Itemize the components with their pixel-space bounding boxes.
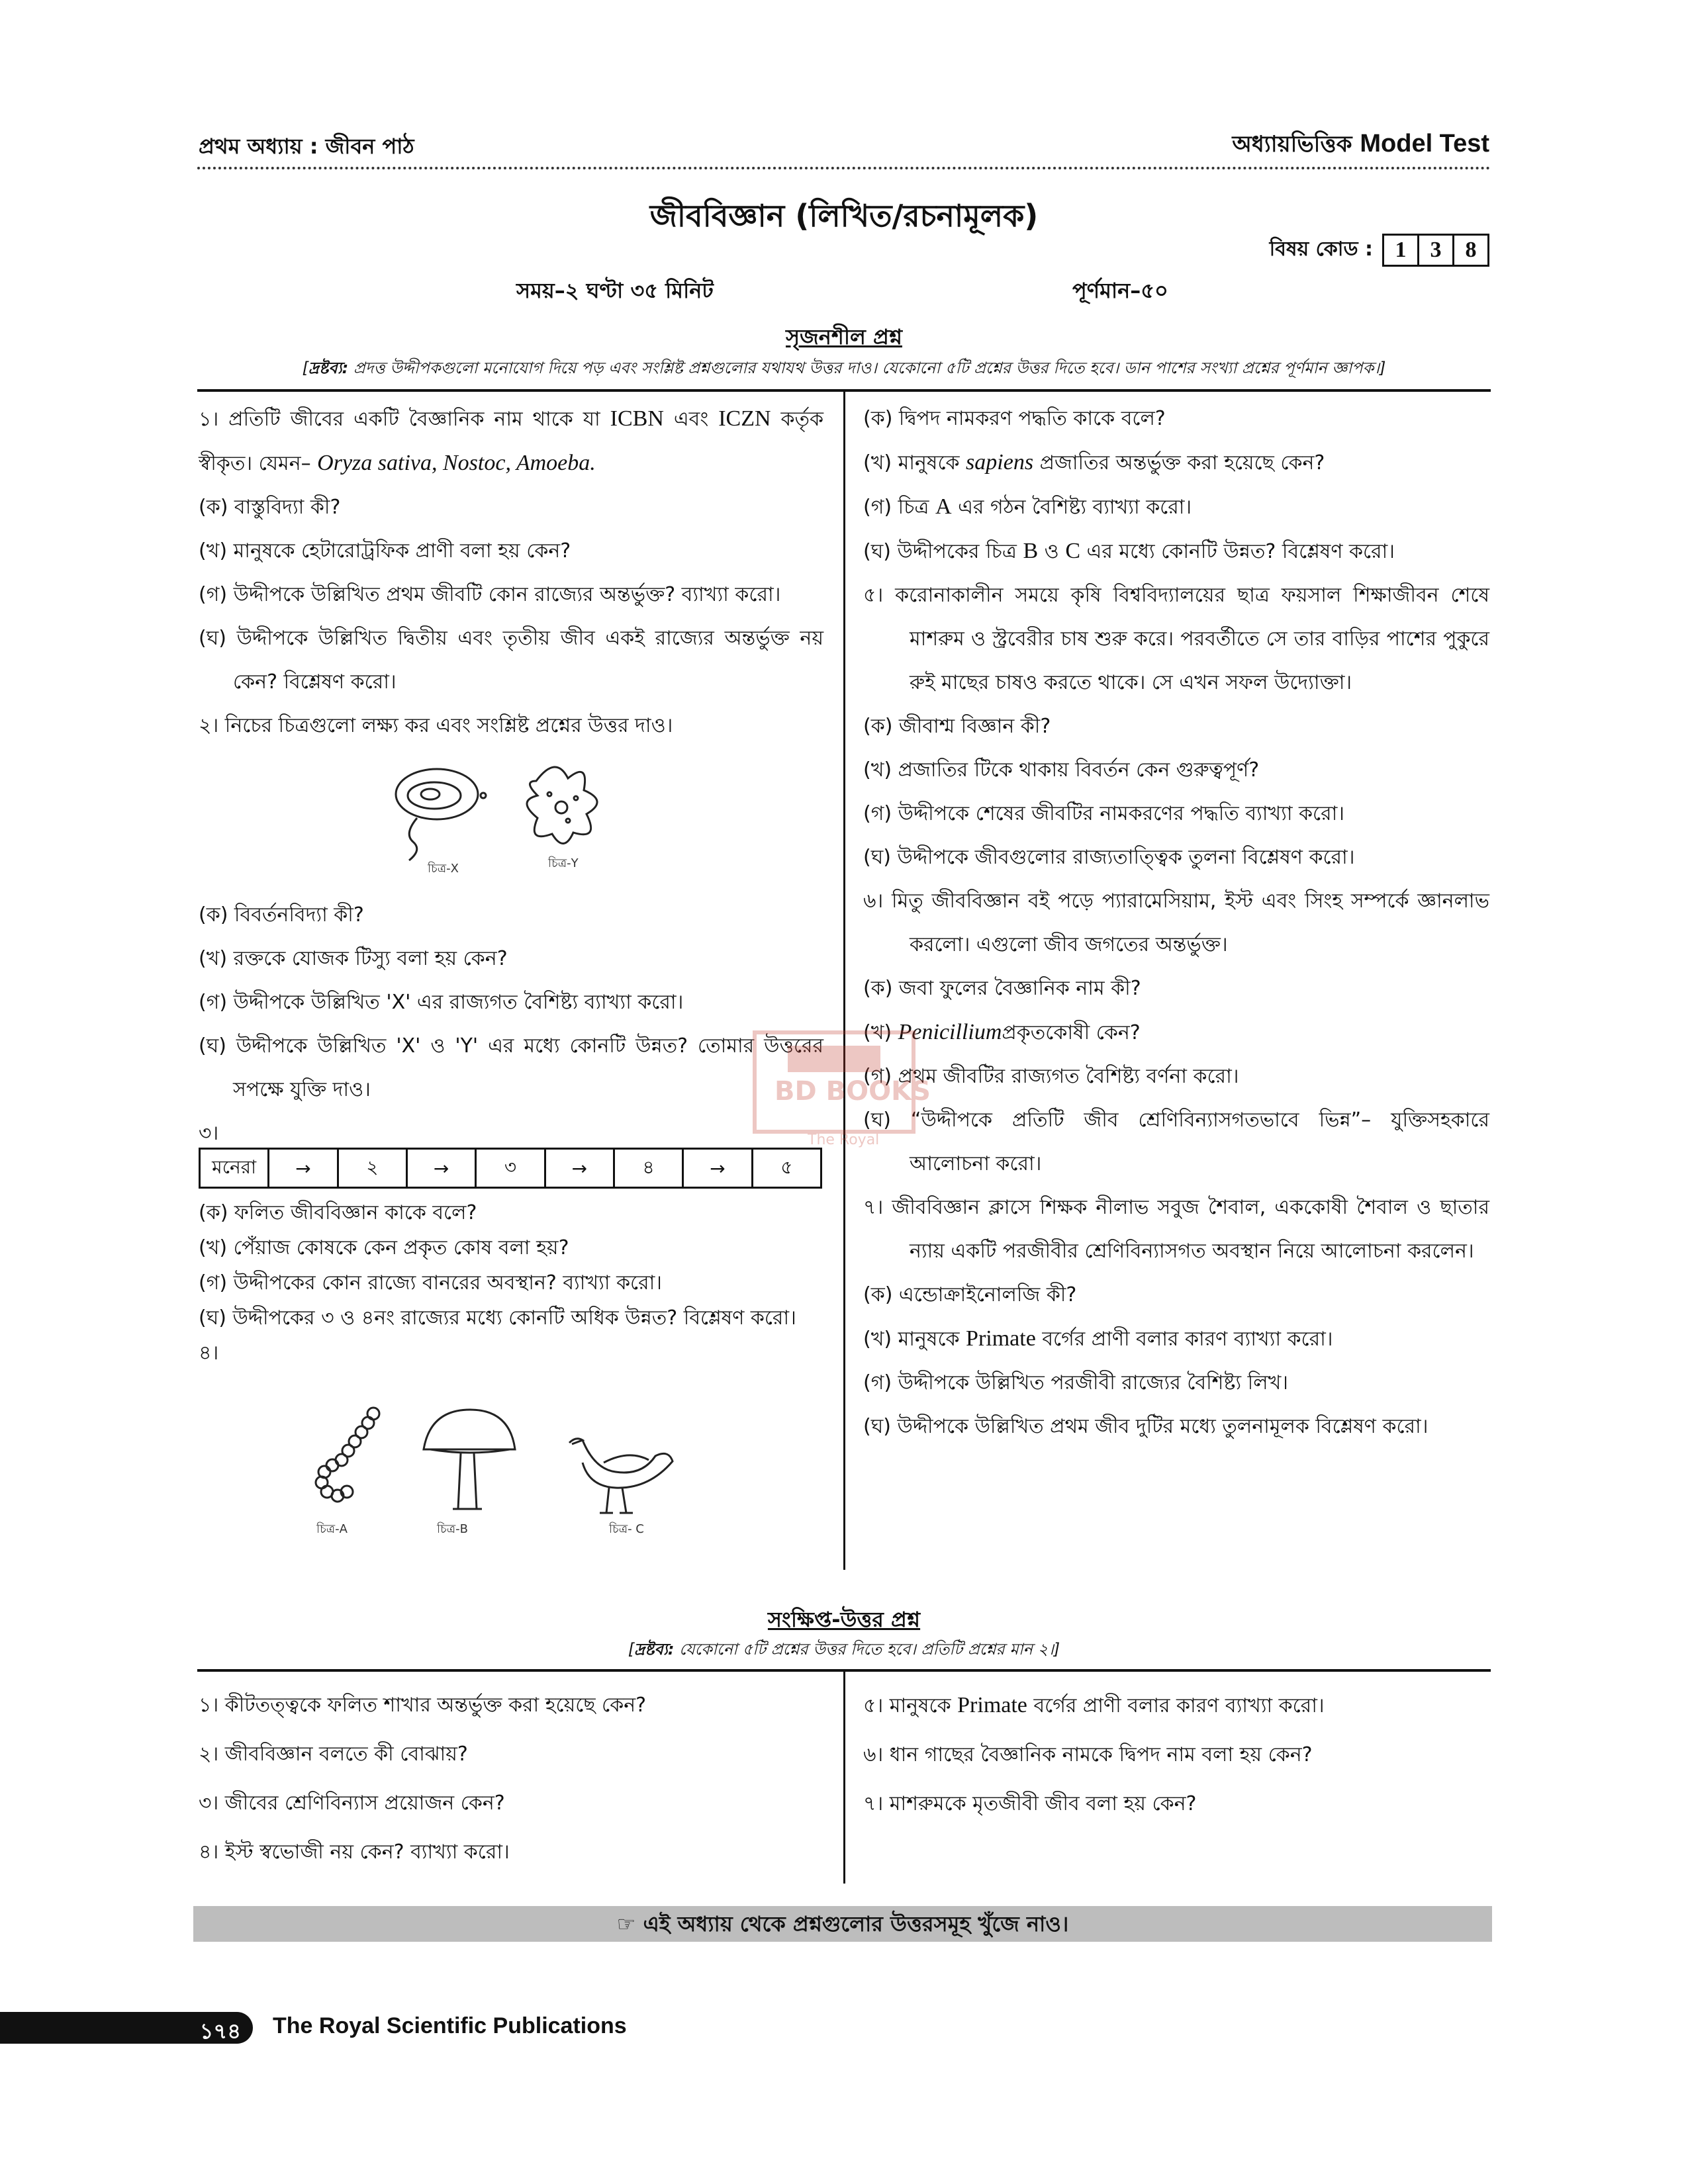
short-note-label: দ্রষ্টব্য: <box>634 1640 675 1659</box>
short-q1: ১। কীটতত্ত্বকে ফলিত শাখার অন্তর্ভুক্ত করা হয়েছে কেন? <box>199 1694 647 1717</box>
figure-x-euglena <box>396 769 486 860</box>
q1-stem: ১। প্রতিটি জীবের একটি বৈজ্ঞানিক নাম থাকে যা ICBN এবং ICZN কর্তৃক স্বীকৃত। যেমন– Oryza sativa, Nostoc, Amoeba. <box>199 406 823 475</box>
header-divider <box>197 167 1491 169</box>
short-q7: ৭। মাশরুমকে মৃতজীবী জীব বলা হয় কেন? <box>863 1792 1197 1815</box>
model-test-header <box>1232 127 1489 165</box>
page-title: জীববিজ্ঞান (লিখিত/রচনামূলক) <box>649 198 1039 234</box>
q3-number: ৩। <box>199 1122 219 1145</box>
watermark-band <box>788 1046 880 1072</box>
figure-y-amoeba <box>527 767 597 844</box>
short-right-column <box>863 1681 1489 1829</box>
creative-note: [দ্রষ্টব্য: প্রদত্ত উদ্দীপকগুলো মনোযোগ দিয়ে পড় এবং সংশ্লিষ্ট প্রশ্নগুলোর যথাযথ উত্তর দাও। যেকোনো ৫টি প্রশ্নের উত্তর দিতে হবে। ডান পাশের সংখ্যা প্রশ্নের পূর্ণমান জ্ঞাপক।] <box>302 359 1386 377</box>
note-label: দ্রষ্টব্য: <box>308 359 349 377</box>
q6-c: (গ) প্রথম জীবটির রাজ্যগত বৈশিষ্ট্য বর্ণনা করো। <box>863 1065 1239 1088</box>
figure-c-bird <box>569 1439 673 1513</box>
q2-q3-block <box>199 893 823 1156</box>
q6-a: (ক) জবা ফুলের বৈজ্ঞানিক নাম কী? <box>863 977 1141 1000</box>
q2-d: (ঘ) উদ্দীপকে উল্লিখিত 'X' ও 'Y' এর মধ্যে কোনটি উন্নত? তোমার উত্তরের সপক্ষে যুক্তি দাও। <box>199 1034 823 1101</box>
q1-c: (গ) উদ্দীপকে উল্লিখিত প্রথম জীবটি কোন রাজ্যের অন্তর্ভুক্ত? ব্যাখ্যা করো। <box>199 583 781 606</box>
q2-stem: ২। নিচের চিত্রগুলো লক্ষ্য কর এবং সংশ্লিষ্ট প্রশ্নের উত্তর দাও। <box>199 714 673 737</box>
full-marks: পূর্ণমান–৫০ <box>1072 278 1168 303</box>
q3-flow <box>199 1148 822 1189</box>
note-text: প্রদত্ত উদ্দীপকগুলো মনোযোগ দিয়ে পড় এবং সংশ্লিষ্ট প্রশ্নগুলোর যথাযথ উত্তর দাও। যেকোনো ৫টি প্রশ্নের উত্তর দিতে হবে। ডান পাশের সংখ্যা প্রশ্নের পূর্ণমান জ্ঞাপক। <box>353 359 1380 377</box>
figure-a-nostoc <box>316 1408 379 1502</box>
flow-cell: ৪ <box>615 1150 684 1187</box>
q7-d: (ঘ) উদ্দীপকে উল্লিখিত প্রথম জীব দুটির মধ্যে তুলনামূলক বিশ্লেষণ করো। <box>863 1415 1429 1438</box>
q1-a: (ক) বাস্তুবিদ্যা কী? <box>199 496 341 519</box>
watermark-brand: BD BOOKS <box>774 1076 931 1107</box>
flow-arrow: → <box>269 1150 338 1187</box>
q5-a: (ক) জীবাশ্ম বিজ্ঞান কী? <box>863 715 1051 738</box>
subject-code-digit: 3 <box>1419 236 1454 265</box>
q2-b: (খ) রক্তকে যোজক টিস্যু বলা হয় কেন? <box>199 947 508 970</box>
q7-a: (ক) এন্ডোক্রাইনোলজি কী? <box>863 1283 1077 1306</box>
flow-arrow: → <box>546 1150 615 1187</box>
flow-cell: মনেরা <box>201 1150 269 1187</box>
chapter-header: প্রথম অধ্যায় : জীবন পাঠ <box>199 134 414 159</box>
q2-a: (ক) বিবর্তনবিদ্যা কী? <box>199 903 364 927</box>
fig-b-caption: চিত্র-B <box>437 1522 468 1536</box>
q5-c: (গ) উদ্দীপকে শেষের জীবটির নামকরণের পদ্ধতি ব্যাখ্যা করো। <box>863 802 1345 825</box>
q4-b: (খ) মানুষকে sapiens প্রজাতির অন্তর্ভুক্ত করা হয়েছে কেন? <box>863 450 1325 475</box>
creative-left-column <box>199 397 823 748</box>
flow-arrow: → <box>408 1150 477 1187</box>
q3-d: (ঘ) উদ্দীপকের ৩ ও ৪নং রাজ্যের মধ্যে কোনটি অধিক উন্নত? বিশ্লেষণ করো। <box>199 1306 796 1330</box>
model-test-header-en: Model Test <box>1360 130 1489 158</box>
flow-cell: ২ <box>339 1150 408 1187</box>
short-q2: ২। জীববিজ্ঞান বলতে কী বোঝায়? <box>199 1743 468 1766</box>
flow-cell: ৫ <box>780 1156 793 1178</box>
short-heading: সংক্ষিপ্ত-উত্তর প্রশ্ন <box>767 1607 921 1632</box>
creative-heading: সৃজনশীল প্রশ্ন <box>786 324 902 349</box>
page-number-badge <box>0 2012 253 2044</box>
q2-figures <box>391 754 649 880</box>
q3-a: (ক) ফলিত জীববিজ্ঞান কাকে বলে? <box>199 1201 477 1224</box>
fig-x-caption: চিত্র-X <box>428 862 459 876</box>
q4-c: (গ) চিত্র A এর গঠন বৈশিষ্ট্য ব্যাখ্যা করো। <box>863 494 1192 519</box>
short-q4: ৪। ইস্ট স্বভোজী নয় কেন? ব্যাখ্যা করো। <box>199 1841 510 1864</box>
publisher-name: The Royal Scientific Publications <box>273 2013 627 2038</box>
short-note: [দ্রষ্টব্য: যেকোনো ৫টি প্রশ্নের উত্তর দিতে হবে। প্রতিটি প্রশ্নের মান ২।] <box>628 1640 1060 1659</box>
creative-column-divider <box>843 392 845 1570</box>
q1-b: (খ) মানুষকে হেটারোট্রফিক প্রাণী বলা হয় কেন? <box>199 539 571 563</box>
model-test-header-bn: অধ্যায়ভিত্তিক <box>1232 131 1352 158</box>
fig-a-caption: চিত্র-A <box>316 1522 348 1536</box>
figure-b-mushroom <box>424 1410 515 1509</box>
q3-q4-block <box>199 1195 823 1371</box>
subject-code-label: বিষয় কোড : <box>1269 238 1373 261</box>
q3-b: (খ) পেঁয়াজ কোষকে কেন প্রকৃত কোষ বলা হয়? <box>199 1236 569 1259</box>
kingdom-flow-table <box>199 1148 822 1189</box>
q6-b: (খ) Penicilliumপ্রকৃতকোষী কেন? <box>863 1020 1141 1044</box>
q5-d: (ঘ) উদ্দীপকে জীবগুলোর রাজ্যতাত্ত্বিক তুলনা বিশ্লেষণ করো। <box>863 846 1355 869</box>
page-number: ১৭৪ <box>199 2019 241 2044</box>
short-q5: ৫। মানুষকে Primate বর্গের প্রাণী বলার কারণ ব্যাখ্যা করো। <box>863 1693 1325 1717</box>
subject-code-digit: 1 <box>1384 236 1419 265</box>
short-note-text: যেকোনো ৫টি প্রশ্নের উত্তর দিতে হবে। প্রতিটি প্রশ্নের মান ২। <box>679 1640 1054 1659</box>
bd-books-watermark <box>735 1019 933 1165</box>
q4-figures <box>305 1403 675 1535</box>
answers-banner: ☞ এই অধ্যায় থেকে প্রশ্নগুলোর উত্তরসমূহ খুঁজে নাও। <box>193 1906 1492 1942</box>
q4-number: ৪। <box>199 1342 219 1365</box>
subject-code <box>1270 233 1489 267</box>
q1-d: (ঘ) উদ্দীপকে উল্লিখিত দ্বিতীয় এবং তৃতীয় জীব একই রাজ্যের অন্তর্ভুক্ত নয় কেন? বিশ্লেষণ করো। <box>199 627 823 694</box>
short-column-divider <box>843 1672 845 1884</box>
q7-stem: ৭। জীববিজ্ঞান ক্লাসে শিক্ষক নীলাভ সবুজ শৈবাল, এককোষী শৈবাল ও ছাতার ন্যায় একটি পরজীবীর শ্রেণিবিন্যাসগত অবস্থান নিয়ে আলোচনা করলেন। <box>863 1196 1489 1263</box>
flow-arrow: → <box>684 1150 753 1187</box>
q5-b: (খ) প্রজাতির টিকে থাকায় বিবর্তন কেন গুরুত্বপূর্ণ? <box>863 758 1260 782</box>
flow-cell: ৩ <box>477 1150 545 1187</box>
q4-d: (ঘ) উদ্দীপকের চিত্র B ও C এর মধ্যে কোনটি উন্নত? বিশ্লেষণ করো। <box>863 539 1395 563</box>
q7-b: (খ) মানুষকে Primate বর্গের প্রাণী বলার কারণ ব্যাখ্যা করো। <box>863 1326 1333 1351</box>
exam-time: সময়–২ ঘণ্টা ৩৫ মিনিট <box>516 278 714 303</box>
q3-c: (গ) উদ্দীপকের কোন রাজ্যে বানরের অবস্থান? ব্যাখ্যা করো। <box>199 1271 663 1295</box>
short-q6: ৬। ধান গাছের বৈজ্ঞানিক নামকে দ্বিপদ নাম বলা হয় কেন? <box>863 1743 1313 1766</box>
q6-d: (ঘ) “উদ্দীপকে প্রতিটি জীব শ্রেণিবিন্যাসগতভাবে ভিন্ন”– যুক্তিসহকারে আলোচনা করো। <box>863 1109 1489 1175</box>
subject-code-boxes <box>1382 234 1489 267</box>
short-left-column <box>199 1681 823 1877</box>
q6-stem: ৬। মিতু জীববিজ্ঞান বই পড়ে প্যারামেসিয়াম, ইস্ট এবং সিংহ সম্পর্কে জ্ঞানলাভ করলো। এগুলো জীব জগতের অন্তর্ভুক্ত। <box>863 889 1489 956</box>
short-q3: ৩। জীবের শ্রেণিবিন্যাস প্রয়োজন কেন? <box>199 1792 505 1815</box>
q4-figures-svg <box>305 1403 675 1535</box>
creative-right-column <box>863 397 1489 1449</box>
subject-code-digit: 8 <box>1465 237 1477 262</box>
q5-stem: ৫। করোনাকালীন সময়ে কৃষি বিশ্ববিদ্যালয়ের ছাত্র ফয়সাল শিক্ষাজীবন শেষে মাশরুম ও স্ট্রবেরীর চাষ শুরু করে। পরবর্তীতে সে তার বাড়ির পাশের পুকুরে রুই মাছের চাষও করতে থাকে। সে এখন সফল উদ্যোক্তা। <box>863 584 1489 694</box>
q4-a: (ক) দ্বিপদ নামকরণ পদ্ধতি কাকে বলে? <box>863 407 1166 430</box>
q7-c: (গ) উদ্দীপকে উল্লিখিত পরজীবী রাজ্যের বৈশিষ্ট্য লিখ। <box>863 1371 1289 1394</box>
watermark-sub: The Royal <box>808 1132 880 1148</box>
fig-y-caption: চিত্র-Y <box>548 856 579 870</box>
q2-c: (গ) উদ্দীপকে উল্লিখিত 'X' এর রাজ্যগত বৈশিষ্ট্য ব্যাখ্যা করো। <box>199 991 684 1014</box>
fig-c-caption: চিত্র- C <box>609 1522 644 1536</box>
